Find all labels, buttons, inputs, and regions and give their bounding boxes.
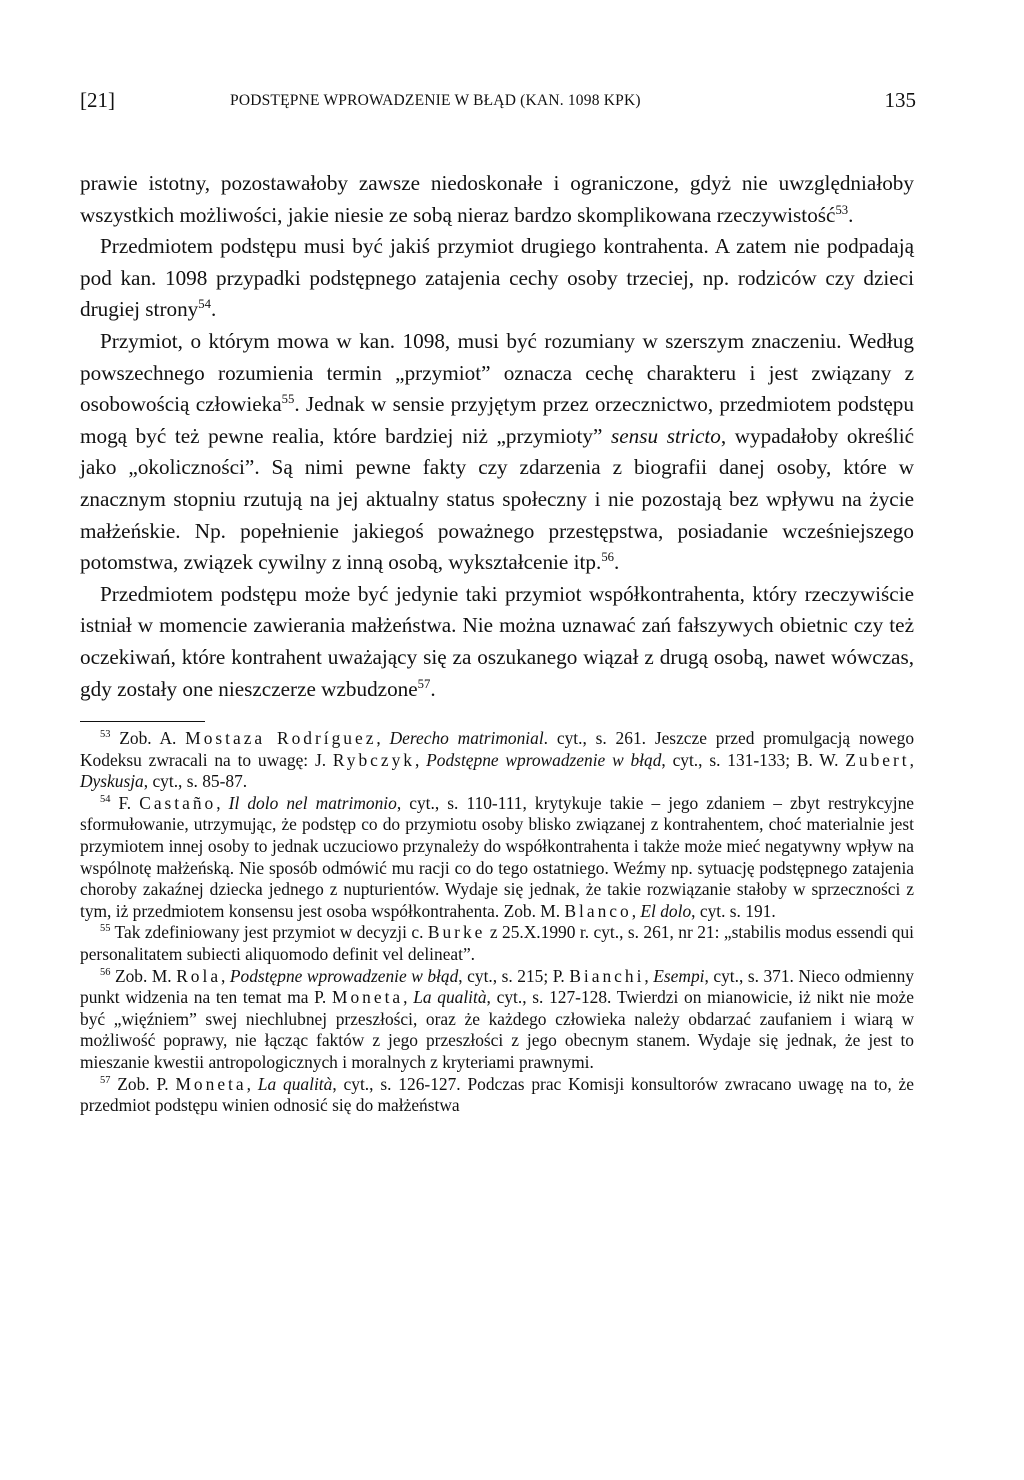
work-title: El dolo [640,900,692,921]
footnote-57 [80,1074,914,1117]
footnote-text: , [216,792,229,813]
footnote-ref: 55 [281,392,295,407]
footnote-55 [80,922,914,965]
footnote-text: , [631,900,641,921]
footnote-text: , cyt., s. 85-87. [143,771,248,792]
footnote-number: 53 [100,729,111,741]
italic-term: sensu stricto [611,423,721,448]
author-name: Burke [427,922,486,943]
footnote-ref: 54 [198,297,211,312]
footnote-text: , [644,965,654,986]
work-title: Podstępne wprowadzenie w błąd [229,965,459,986]
work-title: Il dolo nel matrimonio [228,792,397,813]
author-name: Blanco [564,900,632,921]
work-title: La qualità [257,1073,333,1094]
footnote-56 [80,966,914,1074]
page-number: 135 [884,88,916,112]
paragraph-text: , wypadałoby określić jako „okoliczności”. Są nimi pewne fakty czy zdarzenia z biografii danej osoby, które w znacznym stopniu rzutują na jej aktualny status społeczny i nie pozostają bez wpływu na życie małżeńskie. Np. popełnienie jakiegoś poważnego przestępstwa, posiadanie wcześniejszego potomstwa, związek cywilny z inną osobą, wykształcenie itp. [80,423,914,575]
footnote-number: 57 [100,1074,111,1086]
footnote-number: 55 [100,923,111,935]
footnote-number: 54 [100,794,111,806]
running-title: PODSTĘPNE WPROWADZENIE W BŁĄD (KAN. 1098 KPK) [230,92,641,109]
main-text [80,168,914,705]
paragraph [80,168,914,231]
author-name: Moneta [175,1073,247,1094]
section-number: [21] [80,88,115,112]
footnote-text: , cyt., s. 110-111, krytykuje takie – jego zdaniem – zbyt restrykcyjne sformułowanie, utrzymując, że podstęp co do przymiotu osoby blisko związanej z kontrahentem, choć materialnie jest przymiotem innej osoby to jednak uczuciowo przynależy do współkontrahenta i także może mieć negatywny wpływ na wspólnotę małżeńską. Nie sposób odmówić mu racji co do tego ostatniego. Weźmy np. sytuację podstępnego zatajenia choroby zakaźnej dziecka jednego z nupturientów. Wydaje się jednak, że takie rozwiązanie stałoby w sprzeczności z tym, iż przedmiotem konsensu jest osoba współkontrahenta. Zob. M. [80,792,914,921]
author-name: Rola [176,965,222,986]
paragraph-text: . [430,676,436,701]
paragraph [80,579,914,705]
footnote-text: , [909,749,914,770]
footnote-53 [80,728,914,793]
work-title: Esempi [653,965,705,986]
footnote-divider [80,721,205,722]
footnote-text: . cyt., s. 261. Jeszcze przed promulgacją nowego Kodeksu zwracali na to uwagę: J. [80,728,915,770]
footnote-number: 56 [100,966,111,978]
paragraph-text: . [211,297,217,322]
paragraph [80,231,914,326]
author-name: Mostaza Rodríguez [185,728,377,749]
footnote-text: , cyt., s. 127-128. Twierdzi on mianowicie, iż nikt nie może być „więźniem” swej niechlubnej przeszłości, oraz że każdego człowieka należy obdarzać zaufaniem i wiarą w możliwość poprawy, nie łącząc faktów z jego przeszłości z jego obecnym stanem. Wydaje się jednak, że jest to mieszanie kwestii antropologicznych i moralnych z kryteriami prawnymi. [80,987,914,1072]
footnote-ref: 57 [417,676,431,691]
footnote-text: F. [110,792,140,813]
paragraph-text: Przymiot, o którym mowa w kan. 1098, musi być rozumiany w szerszym znaczeniu. Według powszechnego rozumienia termin „przymiot” oznacza cechę charakteru i jest związany z osobowością człowieka [80,328,914,417]
footnote-text: Zob. P. [110,1073,176,1094]
paragraph-text: Przedmiotem podstępu musi być jakiś przymiot drugiego kontrahenta. A zatem nie podpadają pod kan. 1098 przypadki podstępnego zatajenia cechy osoby trzeciej, np. rodziców czy dzieci drugiej strony [80,234,914,322]
work-title: Podstępne wprowadzenie w błąd [426,749,662,770]
footnote-text: , [221,965,230,986]
footnote-text: , cyt. s. 191. [691,900,776,921]
paragraph-text: . Jednak w sensie przyjętym przez orzecznictwo, przedmiotem podstępu mogą być też pewne realia, które bardziej niż „przymioty” [80,392,914,448]
author-name: Moneta [332,987,404,1008]
footnote-text: , [415,749,427,770]
footnote-text: z 25.X.1990 r. cyt., s. 261, nr 21: „stabilis modus essendi qui personalitatem subiecti aliquomodo definit vel delineat”. [80,922,914,965]
footnote-text: , [376,728,390,749]
footnote-text: , cyt., s. 126-127. Podczas prac Komisji konsultorów zwracano uwagę na to, że przedmiot podstępu winien odnosić się do małżeństwa [80,1073,914,1116]
author-name: Castaño [139,792,217,813]
work-title: Derecho matrimonial [389,728,544,749]
footnote-text: , cyt., s. 215; P. [458,965,570,986]
footnote-ref: 56 [601,550,615,565]
paragraph-text: . [848,202,854,227]
author-name: Rybczyk [332,749,415,770]
footnotes [80,728,914,1117]
footnote-text: , [403,987,414,1008]
work-title: La qualità [413,987,487,1008]
paragraph-text: . [614,550,620,575]
paragraph-text: prawie istotny, pozostawałoby zawsze niedoskonałe i ograniczone, gdyż nie uwzględniałoby wszystkich możliwości, jakie niesie ze sobą nieraz bardzo skomplikowana rzeczywistość [80,171,914,227]
footnote-text: Zob. M. [110,965,177,986]
footnote-text: , [246,1073,258,1094]
footnote-text: , cyt., s. 371. Nieco odmienny punkt widzenia na ten temat ma P. [80,965,915,1008]
footnote-text: Tak zdefiniowany jest przymiot w decyzji c. [110,922,428,943]
paragraph-text: Przedmiotem podstępu może być jedynie taki przymiot współkontrahenta, który rzeczywiście istniał w momencie zawierania małżeństwa. Nie można uznawać zań fałszywych obietnic czy też oczekiwań, które kontrahent uważający się za oszukanego wiązał z drugą osobą, nawet wówczas, gdy zostały one nieszczerze wzbudzone [80,581,914,701]
footnote-ref: 53 [835,202,849,217]
footnote-54 [80,793,914,923]
paragraph [80,326,914,579]
work-title: Dyskusja [80,771,144,792]
footnote-text: , cyt., s. 131-133; B. W. [661,749,846,770]
author-name: Zubert [845,749,910,770]
running-header [80,88,914,128]
author-name: Bianchi [569,965,645,986]
footnote-text: Zob. A. [110,728,186,749]
